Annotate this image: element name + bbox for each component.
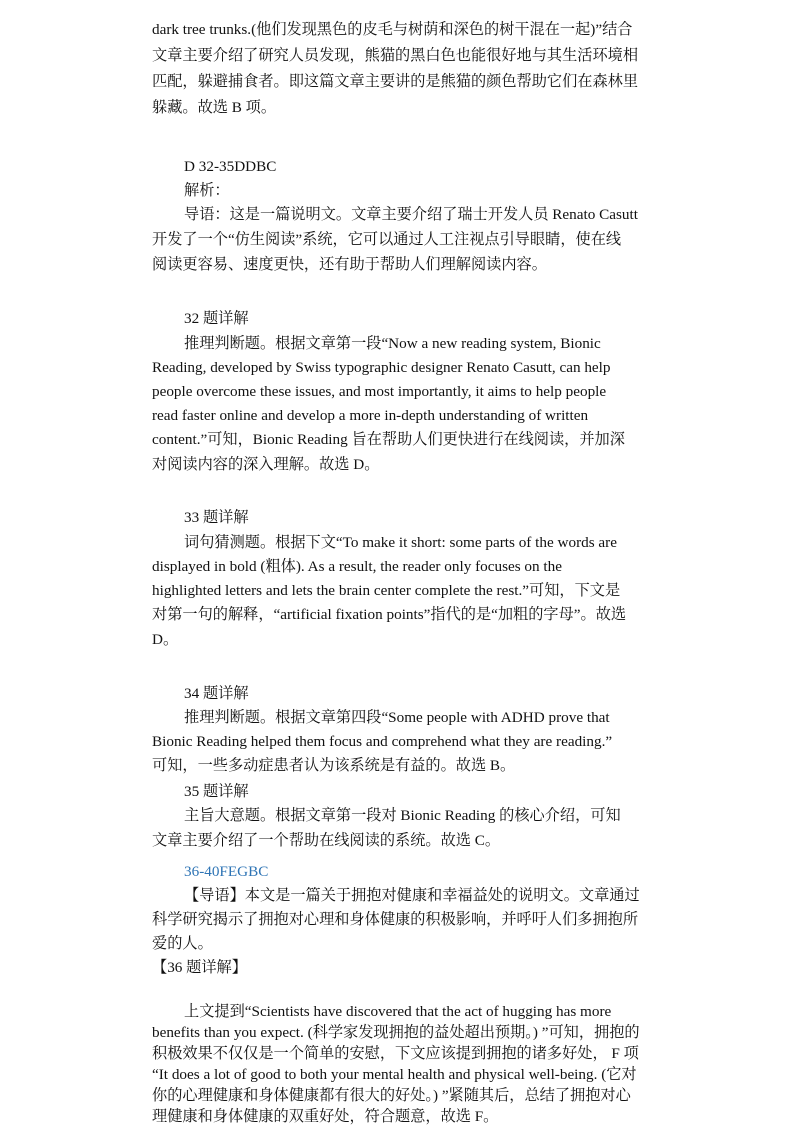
paragraph-line: dark tree trunks.(他们发现黑色的皮毛与树荫和深色的树干混在一起)”结合 bbox=[152, 21, 633, 38]
q36-line: 你的心理健康和身体健康都有很大的好处。) ”紧随其后，总结了拥抱对心 bbox=[152, 1087, 631, 1104]
intro-line: 【导语】本文是一篇关于拥抱对健康和幸福益处的说明文。文章通过 bbox=[184, 887, 640, 904]
paragraph-line: 躲藏。故选 B 项。 bbox=[152, 99, 277, 116]
q32-line: people overcome these issues, and most importantly, it aims to help people bbox=[152, 383, 607, 400]
section-d-header: D 32-35DDBC bbox=[184, 158, 277, 175]
q32-line: 对阅读内容的深入理解。故选 D。 bbox=[152, 456, 380, 473]
q34-title: 34 题详解 bbox=[184, 685, 249, 702]
q34-line: Bionic Reading helped them focus and comprehend what they are reading.” bbox=[152, 733, 613, 750]
paragraph-line: 文章主要介绍了研究人员发现，熊猫的黑白色也能很好地与其生活环境相 bbox=[152, 47, 638, 64]
paragraph-line: 匹配，躲避捕食者。即这篇文章主要讲的是熊猫的颜色帮助它们在森林里 bbox=[152, 73, 638, 90]
intro-line: 爱的人。 bbox=[152, 935, 213, 952]
intro-line: 阅读更容易、速度更快，还有助于帮助人们理解阅读内容。 bbox=[152, 256, 547, 273]
q32-line: 推理判断题。根据文章第一段“Now a new reading system, Bionic bbox=[184, 335, 601, 352]
q34-line: 推理判断题。根据文章第四段“Some people with ADHD prove that bbox=[184, 709, 610, 726]
q33-line: 对第一句的解释，“artificial fixation points”指代的是“加粗的字母”。故选 bbox=[152, 606, 627, 623]
q36-line: 理健康和身体健康的双重好处，符合题意，故选 F。 bbox=[152, 1108, 499, 1125]
q33-line: displayed in bold (粗体). As a result, the reader only focuses on the bbox=[152, 558, 562, 575]
q36-line: 积极效果不仅仅是一个简单的安慰，下文应该提到拥抱的诸多好处， F 项 bbox=[152, 1045, 639, 1062]
q33-line: D。 bbox=[152, 631, 179, 648]
q32-line: read faster online and develop a more in-depth understanding of written bbox=[152, 407, 589, 424]
q36-title: 【36 题详解】 bbox=[152, 959, 247, 976]
q35-line: 文章主要介绍了一个帮助在线阅读的系统。故选 C。 bbox=[152, 832, 501, 849]
q33-line: highlighted letters and lets the brain center complete the rest.”可知，下文是 bbox=[152, 582, 621, 599]
q32-title: 32 题详解 bbox=[184, 310, 249, 327]
q36-line: 上文提到“Scientists have discovered that the act of hugging has more bbox=[184, 1003, 612, 1020]
q33-title: 33 题详解 bbox=[184, 509, 249, 526]
q35-title: 35 题详解 bbox=[184, 783, 249, 800]
q32-line: Reading, developed by Swiss typographic designer Renato Casutt, can help bbox=[152, 359, 611, 376]
intro-line: 导语：这是一篇说明文。文章主要介绍了瑞士开发人员 Renato Casutt bbox=[184, 206, 638, 223]
q33-line: 词句猜测题。根据下文“To make it short: some parts of the words are bbox=[184, 534, 617, 551]
analysis-label: 解析： bbox=[184, 182, 230, 199]
intro-line: 科学研究揭示了拥抱对心理和身体健康的积极影响，并呼吁人们多拥抱所 bbox=[152, 911, 638, 928]
q32-line: content.”可知，Bionic Reading 旨在帮助人们更快进行在线阅读，并加深 bbox=[152, 431, 625, 448]
q35-line: 主旨大意题。根据文章第一段对 Bionic Reading 的核心介绍，可知 bbox=[184, 807, 621, 824]
q34-line: 可知，一些多动症患者认为该系统是有益的。故选 B。 bbox=[152, 757, 516, 774]
q36-line: “It does a lot of good to both your mental health and physical well-being. (它对 bbox=[152, 1066, 637, 1083]
q36-line: benefits than you expect. (科学家发现拥抱的益处超出预期。) ”可知，拥抱的 bbox=[152, 1024, 640, 1041]
intro-line: 开发了一个“仿生阅读”系统，它可以通过人工注视点引导眼睛，使在线 bbox=[152, 231, 622, 248]
section-36-40-header: 36-40FEGBC bbox=[184, 863, 269, 880]
